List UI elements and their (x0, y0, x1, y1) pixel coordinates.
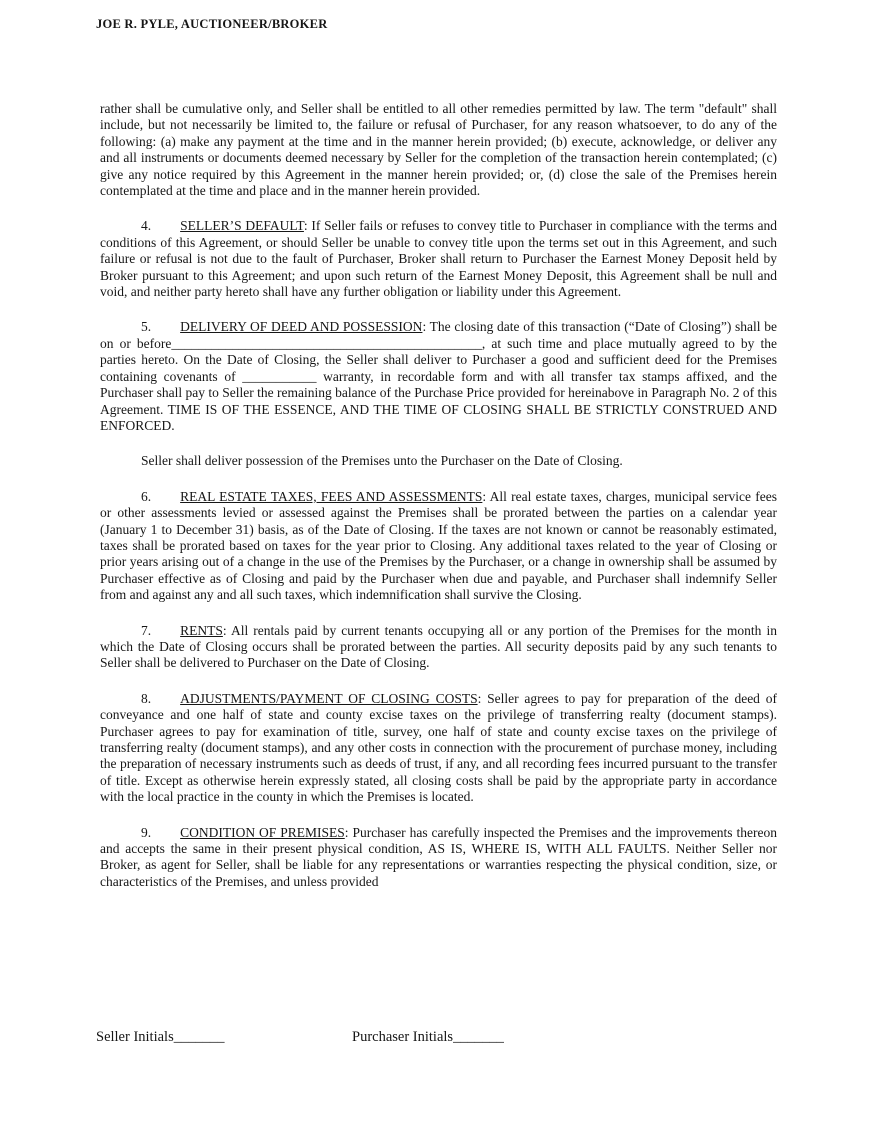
section-number: 9. (141, 824, 152, 840)
section-6-real-estate-taxes (100, 489, 777, 604)
section-heading: SELLER’S DEFAULT (180, 218, 304, 234)
seller-initials-blank: _______ (173, 1029, 225, 1045)
seller-initials-line (96, 1029, 224, 1046)
seller-initials-label: Seller Initials (96, 1029, 174, 1045)
section-heading: ADJUSTMENTS/PAYMENT OF CLOSING COSTS (180, 690, 478, 706)
section-heading: DELIVERY OF DEED AND POSSESSION (180, 319, 423, 335)
section-body-text: : The closing date of this transaction (“Date of Closing”) shall be on or before______________________________________________, at such time and place mutually agreed to by the parties hereto. On the Date of Closing, the Seller shall deliver to Purchaser a good and sufficient deed for the Premises containing covenants of ___________ warranty, in recordable form and with all transfer tax stamps affixed, and the Purchaser shall pay to Seller the remaining balance of the Purchase Price provided for hereinabove in Paragraph No. 2 of this Agreement. TIME IS OF THE ESSENCE, AND THE TIME OF CLOSING SHALL BE STRICTLY CONSTRUED AND ENFORCED. (100, 319, 777, 433)
broker-header: JOE R. PYLE, AUCTIONEER/BROKER (96, 17, 328, 31)
purchaser-initials-label: Purchaser Initials (352, 1029, 454, 1045)
purchaser-initials-line (352, 1029, 504, 1046)
paragraph-default-continuation: rather shall be cumulative only, and Seller shall be entitled to all other remedies permitted by law. The term "default" shall include, but not necessarily be limited to, the failure or refusal of Purchaser, for any reason whatsoever, to do any of the following: (a) make any payment at the time and in the manner herein provided; (b) execute, acknowledge, or deliver any and all instruments or documents deemed necessary by Seller for the completion of the transaction herein contemplated; (c) give any notice required by this Agreement in the manner herein provided; or, (d) close the sale of the Premises herein contemplated at the time and place and in the manner herein provided. (100, 101, 777, 199)
section-number: 7. (141, 622, 152, 638)
purchaser-initials-blank: _______ (453, 1029, 504, 1045)
section-body-text: : Purchaser has carefully inspected the Premises and the improvements thereon and accepts the same in their present physical condition, AS IS, WHERE IS, WITH ALL FAULTS. Neither Seller nor Broker, as agent for Seller, shall be liable for any representations or warranties respecting the physical condition, size, or characteristics of the Premises, and unless provided (100, 824, 777, 889)
section-body-text: : All real estate taxes, charges, municipal service fees or other assessments levied or assessed against the Premises shall be prorated between the parties on a calendar year (January 1 to December 31) basis, as of the Date of Closing. If the taxes are not known or cannot be reasonably estimated, taxes shall be prorated based on taxes for the year prior to Closing. Any additional taxes related to the year of Closing or prior years arising out of a change in the use of the Premises by the Purchaser, or a change in ownership shall be assumed by Purchaser effective as of Closing and paid by the Purchaser when due and payable, and Purchaser shall indemnify Seller from and against any and all such taxes, which indemnification shall survive the Closing. (100, 488, 777, 603)
section-4-sellers-default (100, 218, 777, 300)
document-body (100, 101, 777, 909)
paragraph-possession: Seller shall deliver possession of the Premises unto the Purchaser on the Date of Closing. (141, 453, 623, 469)
section-number: 6. (141, 488, 152, 504)
section-heading: REAL ESTATE TAXES, FEES AND ASSESSMENTS (180, 488, 483, 504)
section-number: 8. (141, 690, 152, 706)
section-8-closing-costs (100, 691, 777, 806)
section-body-text: : All rentals paid by current tenants occupying all or any portion of the Premises for the month in which the Date of Closing occurs shall be prorated between the parties. All security deposits paid by any such tenants to Seller shall be delivered to Purchaser on the Date of Closing. (100, 622, 777, 671)
section-body-text: : Seller agrees to pay for preparation of the deed of conveyance and one half of state and county excise taxes on the privilege of transferring realty (document stamps). Purchaser agrees to pay for examination of title, survey, one half of state and county excise taxes on the privilege of transferring realty (document stamps), and any other costs in connection with the procurement of purchase money, including the preparation of necessary instruments such as deeds of trust, if any, and all recording fees incurred pursuant to the transfer of title. Except as otherwise herein expressly stated, all closing costs shall be paid by the appropriate party in accordance with the local practice in the county in which the Premises is located. (100, 690, 777, 805)
section-5-delivery-of-deed (100, 319, 777, 434)
section-number: 5. (141, 319, 152, 335)
section-heading: CONDITION OF PREMISES (180, 824, 345, 840)
section-9-condition-of-premises (100, 825, 777, 891)
section-7-rents (100, 623, 777, 672)
section-heading: RENTS (180, 622, 223, 638)
section-body-text: : If Seller fails or refuses to convey title to Purchaser in compliance with the terms and conditions of this Agreement, or should Seller be unable to convey title upon the terms set out in this Agreement, and such failure or refusal is not due to the fault of Purchaser, Broker shall return to Purchaser the Earnest Money Deposit held by Broker pursuant to this Agreement; and upon such return of the Earnest Money Deposit, this Agreement shall be null and void, and neither party hereto shall have any further obligation or liability under this Agreement. (100, 218, 778, 300)
section-number: 4. (141, 218, 152, 234)
